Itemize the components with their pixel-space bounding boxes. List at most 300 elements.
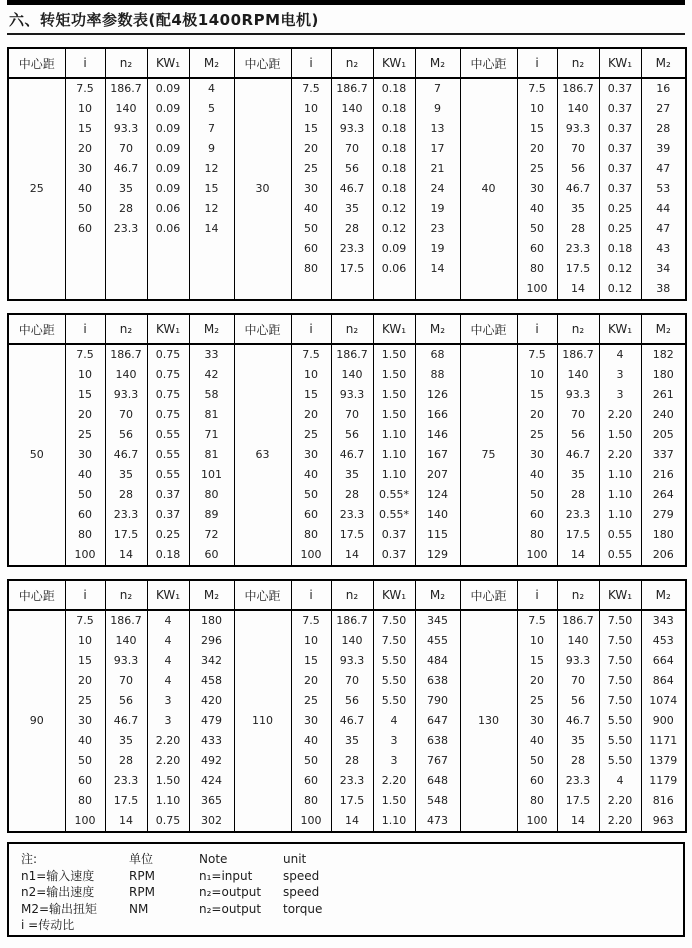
data-cell: 80 bbox=[65, 791, 105, 811]
data-cell: 433 bbox=[189, 731, 234, 751]
data-cell: 30 bbox=[291, 179, 331, 199]
data-cell: 216 bbox=[641, 465, 686, 485]
data-cell: 5 bbox=[189, 99, 234, 119]
data-cell: 1179 bbox=[641, 771, 686, 791]
data-cell: 140 bbox=[557, 365, 599, 385]
data-cell: 50 bbox=[291, 751, 331, 771]
data-cell: 80 bbox=[517, 259, 557, 279]
data-cell: 35 bbox=[557, 465, 599, 485]
data-cell: 28 bbox=[331, 485, 373, 505]
data-cell: 80 bbox=[189, 485, 234, 505]
data-cell: 23.3 bbox=[331, 239, 373, 259]
data-cell: 0.18 bbox=[147, 545, 189, 566]
data-cell: 140 bbox=[331, 99, 373, 119]
data-cell: 206 bbox=[641, 545, 686, 566]
data-cell: 35 bbox=[331, 199, 373, 219]
data-cell: 70 bbox=[331, 405, 373, 425]
table-row bbox=[8, 651, 686, 671]
data-cell: 7.5 bbox=[517, 610, 557, 631]
note-m2-en: n₂=output bbox=[199, 901, 262, 916]
data-cell: 10 bbox=[65, 99, 105, 119]
center-distance-value: 75 bbox=[460, 344, 517, 566]
data-cell: 28 bbox=[331, 219, 373, 239]
table-row bbox=[8, 771, 686, 791]
data-cell: 70 bbox=[331, 139, 373, 159]
data-cell: 3 bbox=[147, 691, 189, 711]
table-row bbox=[8, 445, 686, 465]
data-cell: 140 bbox=[105, 365, 147, 385]
center-distance-value: 50 bbox=[8, 344, 65, 566]
data-cell: 17.5 bbox=[105, 525, 147, 545]
data-cell: 100 bbox=[517, 545, 557, 566]
data-cell: 25 bbox=[291, 425, 331, 445]
data-cell: 68 bbox=[415, 344, 460, 365]
data-cell: 0.18 bbox=[373, 78, 415, 99]
column-header: 中心距 bbox=[8, 48, 65, 78]
data-cell: 70 bbox=[105, 671, 147, 691]
data-cell: 20 bbox=[65, 671, 105, 691]
data-cell: 240 bbox=[641, 405, 686, 425]
data-cell: 28 bbox=[557, 485, 599, 505]
data-cell: 13 bbox=[415, 119, 460, 139]
data-cell: 7.50 bbox=[373, 610, 415, 631]
column-header: KW₁ bbox=[373, 580, 415, 610]
data-cell: 17.5 bbox=[105, 791, 147, 811]
data-cell: 420 bbox=[189, 691, 234, 711]
note-n1-en-unit: speed bbox=[283, 868, 320, 883]
data-cell: 15 bbox=[517, 119, 557, 139]
data-cell: 0.37 bbox=[599, 179, 641, 199]
data-cell: 60 bbox=[291, 505, 331, 525]
data-cell: 72 bbox=[189, 525, 234, 545]
data-cell: 0.09 bbox=[147, 159, 189, 179]
data-cell: 70 bbox=[557, 671, 599, 691]
data-cell: 50 bbox=[65, 199, 105, 219]
data-cell: 40 bbox=[65, 465, 105, 485]
data-cell: 20 bbox=[517, 405, 557, 425]
data-cell: 7.50 bbox=[599, 610, 641, 631]
data-cell: 70 bbox=[105, 139, 147, 159]
note-en-header: Note bbox=[199, 852, 228, 866]
column-header: i bbox=[291, 580, 331, 610]
data-cell: 0.75 bbox=[147, 344, 189, 365]
data-cell: 180 bbox=[189, 610, 234, 631]
data-cell: 0.18 bbox=[373, 139, 415, 159]
note-row bbox=[21, 868, 683, 885]
data-cell: 963 bbox=[641, 811, 686, 832]
table-row bbox=[8, 610, 686, 631]
data-cell: 17.5 bbox=[557, 259, 599, 279]
data-cell: 23.3 bbox=[331, 771, 373, 791]
table-row bbox=[8, 671, 686, 691]
data-cell: 140 bbox=[331, 365, 373, 385]
data-cell: 30 bbox=[65, 159, 105, 179]
table-row bbox=[8, 385, 686, 405]
data-cell: 337 bbox=[641, 445, 686, 465]
data-cell: 0.18 bbox=[599, 239, 641, 259]
data-cell: 0.37 bbox=[599, 99, 641, 119]
table-row bbox=[8, 425, 686, 445]
data-cell bbox=[65, 239, 105, 259]
data-cell: 864 bbox=[641, 671, 686, 691]
data-cell: 7.50 bbox=[599, 671, 641, 691]
table-row bbox=[8, 119, 686, 139]
data-cell: 100 bbox=[517, 279, 557, 300]
data-cell: 3 bbox=[147, 711, 189, 731]
column-header: M₂ bbox=[189, 48, 234, 78]
data-cell: 17.5 bbox=[557, 525, 599, 545]
data-cell: 35 bbox=[105, 465, 147, 485]
column-header: n₂ bbox=[557, 314, 599, 344]
data-cell: 60 bbox=[517, 505, 557, 525]
data-cell: 4 bbox=[147, 631, 189, 651]
data-cell: 10 bbox=[517, 631, 557, 651]
data-cell: 14 bbox=[557, 279, 599, 300]
data-cell: 50 bbox=[517, 219, 557, 239]
data-cell: 20 bbox=[291, 139, 331, 159]
data-cell: 1.10 bbox=[373, 445, 415, 465]
data-cell bbox=[415, 279, 460, 300]
data-cell: 34 bbox=[641, 259, 686, 279]
data-cell: 20 bbox=[517, 139, 557, 159]
column-header: 中心距 bbox=[460, 314, 517, 344]
data-cell: 39 bbox=[641, 139, 686, 159]
data-cell: 30 bbox=[517, 179, 557, 199]
table-row bbox=[8, 239, 686, 259]
data-cell: 30 bbox=[291, 445, 331, 465]
data-cell: 186.7 bbox=[331, 78, 373, 99]
table-row bbox=[8, 279, 686, 300]
note-m2-en-unit: torque bbox=[283, 901, 323, 916]
data-cell: 15 bbox=[517, 385, 557, 405]
data-cell: 7.5 bbox=[65, 78, 105, 99]
column-header: M₂ bbox=[415, 580, 460, 610]
data-cell: 14 bbox=[415, 259, 460, 279]
data-cell: 28 bbox=[105, 751, 147, 771]
data-cell: 0.12 bbox=[599, 279, 641, 300]
note-unit-header: 单位 bbox=[129, 852, 154, 866]
data-cell: 4 bbox=[599, 771, 641, 791]
column-header: i bbox=[517, 48, 557, 78]
column-header: n₂ bbox=[105, 48, 147, 78]
data-cell: 10 bbox=[65, 365, 105, 385]
data-cell: 186.7 bbox=[331, 344, 373, 365]
data-cell: 28 bbox=[557, 751, 599, 771]
data-cell: 1171 bbox=[641, 731, 686, 751]
note-n1-en: n₁=input bbox=[199, 868, 253, 883]
data-cell: 7 bbox=[415, 78, 460, 99]
data-cell: 0.12 bbox=[373, 219, 415, 239]
data-cell: 0.55 bbox=[599, 545, 641, 566]
note-row bbox=[21, 851, 683, 868]
note-row bbox=[21, 901, 683, 918]
data-cell: 89 bbox=[189, 505, 234, 525]
data-cell: 790 bbox=[415, 691, 460, 711]
data-cell: 2.20 bbox=[373, 771, 415, 791]
data-cell: 70 bbox=[557, 139, 599, 159]
note-m2-cn: M2=输出扭矩 bbox=[21, 901, 98, 916]
data-cell: 70 bbox=[331, 671, 373, 691]
data-cell: 100 bbox=[65, 545, 105, 566]
data-cell: 4 bbox=[189, 78, 234, 99]
data-cell: 40 bbox=[65, 731, 105, 751]
data-cell: 647 bbox=[415, 711, 460, 731]
column-header: M₂ bbox=[641, 48, 686, 78]
data-cell: 15 bbox=[65, 385, 105, 405]
column-header: n₂ bbox=[105, 580, 147, 610]
data-cell: 46.7 bbox=[557, 179, 599, 199]
data-cell: 27 bbox=[641, 99, 686, 119]
data-cell: 129 bbox=[415, 545, 460, 566]
note-n2-cn: n2=输出速度 bbox=[21, 885, 95, 899]
data-cell: 60 bbox=[517, 239, 557, 259]
data-cell: 186.7 bbox=[331, 610, 373, 631]
table-row bbox=[8, 78, 686, 99]
table-row bbox=[8, 199, 686, 219]
data-cell: 47 bbox=[641, 159, 686, 179]
data-cell: 167 bbox=[415, 445, 460, 465]
data-cell: 0.55* bbox=[373, 505, 415, 525]
center-distance-value: 130 bbox=[460, 610, 517, 832]
data-cell: 2.20 bbox=[147, 731, 189, 751]
data-cell: 166 bbox=[415, 405, 460, 425]
data-cell: 0.18 bbox=[373, 159, 415, 179]
data-cell: 93.3 bbox=[331, 119, 373, 139]
data-cell: 25 bbox=[65, 691, 105, 711]
column-header: n₂ bbox=[105, 314, 147, 344]
data-cell: 15 bbox=[517, 651, 557, 671]
data-cell: 4 bbox=[147, 671, 189, 691]
data-cell: 1.50 bbox=[373, 405, 415, 425]
column-header: i bbox=[65, 314, 105, 344]
table-row bbox=[8, 545, 686, 566]
data-cell: 40 bbox=[517, 465, 557, 485]
data-cell: 186.7 bbox=[105, 78, 147, 99]
data-cell: 93.3 bbox=[331, 651, 373, 671]
data-cell: 458 bbox=[189, 671, 234, 691]
table-row bbox=[8, 731, 686, 751]
data-cell: 56 bbox=[331, 159, 373, 179]
parameter-table-1 bbox=[7, 47, 687, 301]
data-cell: 767 bbox=[415, 751, 460, 771]
data-cell: 35 bbox=[331, 465, 373, 485]
table-row bbox=[8, 179, 686, 199]
data-cell: 100 bbox=[65, 811, 105, 832]
data-cell: 20 bbox=[291, 671, 331, 691]
data-cell: 20 bbox=[291, 405, 331, 425]
data-cell: 46.7 bbox=[105, 159, 147, 179]
column-header: KW₁ bbox=[599, 314, 641, 344]
table-row bbox=[8, 691, 686, 711]
data-cell: 56 bbox=[331, 425, 373, 445]
data-cell: 10 bbox=[291, 631, 331, 651]
data-cell: 80 bbox=[291, 525, 331, 545]
column-header: M₂ bbox=[415, 314, 460, 344]
data-cell: 60 bbox=[291, 239, 331, 259]
column-header: KW₁ bbox=[147, 48, 189, 78]
parameter-table-3 bbox=[7, 579, 687, 833]
data-cell: 4 bbox=[147, 610, 189, 631]
note-n1-cn: n1=输入速度 bbox=[21, 868, 95, 883]
table-row bbox=[8, 711, 686, 731]
data-cell: 17.5 bbox=[331, 525, 373, 545]
data-cell: 80 bbox=[291, 791, 331, 811]
data-cell: 24 bbox=[415, 179, 460, 199]
data-cell: 0.37 bbox=[147, 505, 189, 525]
data-cell: 261 bbox=[641, 385, 686, 405]
data-cell: 7 bbox=[189, 119, 234, 139]
column-header: 中心距 bbox=[8, 314, 65, 344]
column-header: i bbox=[291, 314, 331, 344]
data-cell: 35 bbox=[105, 179, 147, 199]
data-cell: 20 bbox=[65, 405, 105, 425]
data-cell: 23.3 bbox=[105, 219, 147, 239]
column-header: KW₁ bbox=[373, 48, 415, 78]
data-cell bbox=[147, 239, 189, 259]
data-cell: 23.3 bbox=[557, 771, 599, 791]
data-cell: 25 bbox=[517, 425, 557, 445]
data-cell: 25 bbox=[291, 691, 331, 711]
data-cell: 44 bbox=[641, 199, 686, 219]
data-cell: 35 bbox=[557, 731, 599, 751]
note-row bbox=[21, 884, 683, 901]
column-header: n₂ bbox=[331, 314, 373, 344]
data-cell: 3 bbox=[599, 365, 641, 385]
data-cell bbox=[65, 259, 105, 279]
data-cell: 40 bbox=[65, 179, 105, 199]
table-row bbox=[8, 791, 686, 811]
data-cell: 0.55 bbox=[147, 465, 189, 485]
column-header: n₂ bbox=[557, 580, 599, 610]
data-cell: 5.50 bbox=[373, 671, 415, 691]
data-cell: 0.09 bbox=[147, 179, 189, 199]
table-row bbox=[8, 344, 686, 365]
data-cell: 40 bbox=[291, 731, 331, 751]
data-cell: 345 bbox=[415, 610, 460, 631]
data-cell: 80 bbox=[65, 525, 105, 545]
data-cell: 30 bbox=[517, 445, 557, 465]
data-cell: 14 bbox=[105, 545, 147, 566]
data-cell: 7.5 bbox=[65, 610, 105, 631]
column-header: M₂ bbox=[189, 580, 234, 610]
data-cell: 23 bbox=[415, 219, 460, 239]
table-row bbox=[8, 465, 686, 485]
column-header: M₂ bbox=[415, 48, 460, 78]
data-cell: 93.3 bbox=[557, 651, 599, 671]
note-n2-en: n₂=output bbox=[199, 885, 262, 899]
data-cell: 10 bbox=[517, 365, 557, 385]
data-cell: 46.7 bbox=[331, 179, 373, 199]
data-cell: 180 bbox=[641, 525, 686, 545]
data-cell: 43 bbox=[641, 239, 686, 259]
data-cell: 35 bbox=[331, 731, 373, 751]
data-cell: 23.3 bbox=[557, 505, 599, 525]
data-cell: 100 bbox=[517, 811, 557, 832]
data-cell: 7.5 bbox=[517, 78, 557, 99]
data-cell: 23.3 bbox=[331, 505, 373, 525]
data-cell: 25 bbox=[517, 691, 557, 711]
data-cell: 17.5 bbox=[331, 259, 373, 279]
data-cell: 46.7 bbox=[105, 445, 147, 465]
data-cell: 56 bbox=[105, 691, 147, 711]
data-cell: 180 bbox=[641, 365, 686, 385]
data-cell: 1.10 bbox=[147, 791, 189, 811]
data-cell: 140 bbox=[415, 505, 460, 525]
data-cell: 1.10 bbox=[599, 505, 641, 525]
data-cell: 0.12 bbox=[373, 199, 415, 219]
table-row bbox=[8, 139, 686, 159]
data-cell: 3 bbox=[373, 731, 415, 751]
column-header: n₂ bbox=[331, 580, 373, 610]
table-row bbox=[8, 219, 686, 239]
table-row bbox=[8, 631, 686, 651]
data-cell: 19 bbox=[415, 239, 460, 259]
data-cell: 140 bbox=[557, 631, 599, 651]
data-cell: 207 bbox=[415, 465, 460, 485]
page-title: 六、转矩功率参数表(配4极1400RPM电机) bbox=[7, 0, 685, 35]
data-cell: 46.7 bbox=[105, 711, 147, 731]
data-cell: 1.50 bbox=[599, 425, 641, 445]
data-cell: 664 bbox=[641, 651, 686, 671]
data-cell: 14 bbox=[331, 811, 373, 832]
data-cell: 186.7 bbox=[105, 610, 147, 631]
data-cell: 0.18 bbox=[373, 179, 415, 199]
data-cell: 23.3 bbox=[557, 239, 599, 259]
data-cell: 0.06 bbox=[147, 219, 189, 239]
data-cell: 1.10 bbox=[599, 465, 641, 485]
table-row bbox=[8, 485, 686, 505]
table-row bbox=[8, 751, 686, 771]
data-cell: 19 bbox=[415, 199, 460, 219]
data-cell: 81 bbox=[189, 405, 234, 425]
data-cell bbox=[331, 279, 373, 300]
data-cell: 30 bbox=[291, 711, 331, 731]
column-header: i bbox=[517, 580, 557, 610]
note-en-unit-header: unit bbox=[283, 852, 307, 866]
data-cell: 0.75 bbox=[147, 811, 189, 832]
data-cell: 484 bbox=[415, 651, 460, 671]
data-cell bbox=[189, 239, 234, 259]
data-cell: 12 bbox=[189, 199, 234, 219]
data-cell: 71 bbox=[189, 425, 234, 445]
note-i-cn: i =传动比 bbox=[21, 918, 75, 932]
data-cell: 80 bbox=[517, 525, 557, 545]
note-label: 注: bbox=[21, 852, 38, 866]
data-cell: 70 bbox=[105, 405, 147, 425]
data-cell: 23.3 bbox=[105, 771, 147, 791]
data-cell: 25 bbox=[65, 425, 105, 445]
data-cell: 9 bbox=[189, 139, 234, 159]
data-cell: 14 bbox=[557, 545, 599, 566]
data-cell: 2.20 bbox=[147, 751, 189, 771]
data-cell bbox=[105, 239, 147, 259]
data-cell: 50 bbox=[291, 485, 331, 505]
data-cell: 80 bbox=[291, 259, 331, 279]
data-cell: 0.55 bbox=[599, 525, 641, 545]
table-row bbox=[8, 505, 686, 525]
data-cell: 12 bbox=[189, 159, 234, 179]
data-cell: 38 bbox=[641, 279, 686, 300]
data-cell: 15 bbox=[65, 651, 105, 671]
data-cell: 14 bbox=[331, 545, 373, 566]
data-cell: 343 bbox=[641, 610, 686, 631]
column-header: 中心距 bbox=[460, 580, 517, 610]
data-cell: 23.3 bbox=[105, 505, 147, 525]
data-cell bbox=[105, 279, 147, 300]
data-cell: 47 bbox=[641, 219, 686, 239]
data-cell: 40 bbox=[291, 199, 331, 219]
data-cell: 70 bbox=[557, 405, 599, 425]
